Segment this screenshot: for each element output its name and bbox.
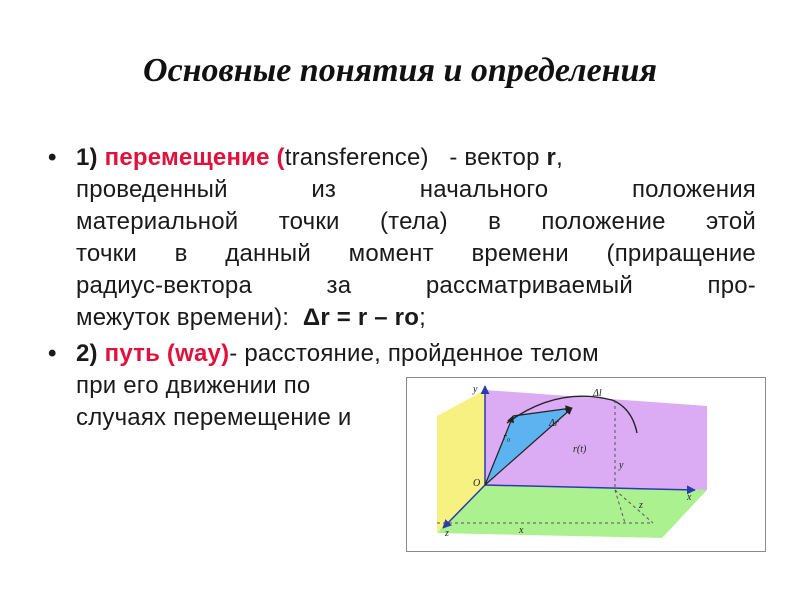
bullet-dot-icon: • (48, 144, 57, 171)
item1-line1-vec: r (546, 144, 557, 171)
label-y-proj: y (619, 460, 624, 471)
item1-line-3: материальной точки (тела) в положение этой (76, 208, 756, 235)
item1-formula: Δr = r – ro (302, 304, 420, 331)
item1-line-5: радиус-вектора за рассматриваемый про- (76, 272, 756, 299)
item1-number: 1) (76, 144, 98, 171)
item1-line1-comma: , (556, 144, 563, 171)
bullet-item-transference (46, 142, 756, 334)
label-origin: O (473, 478, 481, 489)
item1-term-en: transference) (284, 144, 429, 171)
coordinate-figure (406, 377, 766, 552)
item2-line2-start: при его движении по (76, 372, 311, 399)
item1-line6-start: межуток времени): (76, 304, 290, 331)
label-y-axis: y (473, 384, 478, 395)
item1-term-open: ( (276, 144, 285, 171)
item1-line-6 (76, 302, 756, 334)
label-dl: Δl (593, 388, 602, 399)
item1-line6-end: ; (419, 304, 426, 331)
item1-line-4: точки в данный момент времени (приращение (76, 240, 756, 267)
item2-line-1 (76, 338, 756, 370)
item2-line-3: случаях перемещение и (76, 404, 352, 431)
coordinate-diagram (407, 378, 765, 551)
item1-line1-rest: - вектор (449, 144, 540, 171)
item1-term: перемещение (104, 144, 270, 171)
label-r0: r₀ (503, 432, 511, 443)
slide-title: Основные понятия и определения (143, 52, 657, 89)
item1-line-2: проведенный из начального положения (76, 176, 756, 203)
label-z-axis: z (445, 528, 449, 539)
item2-term: путь (way) (104, 340, 230, 367)
bullet-dot-icon: • (48, 340, 57, 367)
item2-number: 2) (76, 340, 98, 367)
item1-line-1 (76, 142, 756, 174)
label-rt: r(t) (573, 444, 587, 455)
label-x-proj: x (519, 525, 524, 536)
item2-line1-rest: - расстояние, пройденное телом (229, 340, 599, 367)
label-x-axis: x (687, 492, 692, 503)
label-dr: Δr (549, 418, 559, 429)
label-z-proj: z (639, 500, 643, 511)
